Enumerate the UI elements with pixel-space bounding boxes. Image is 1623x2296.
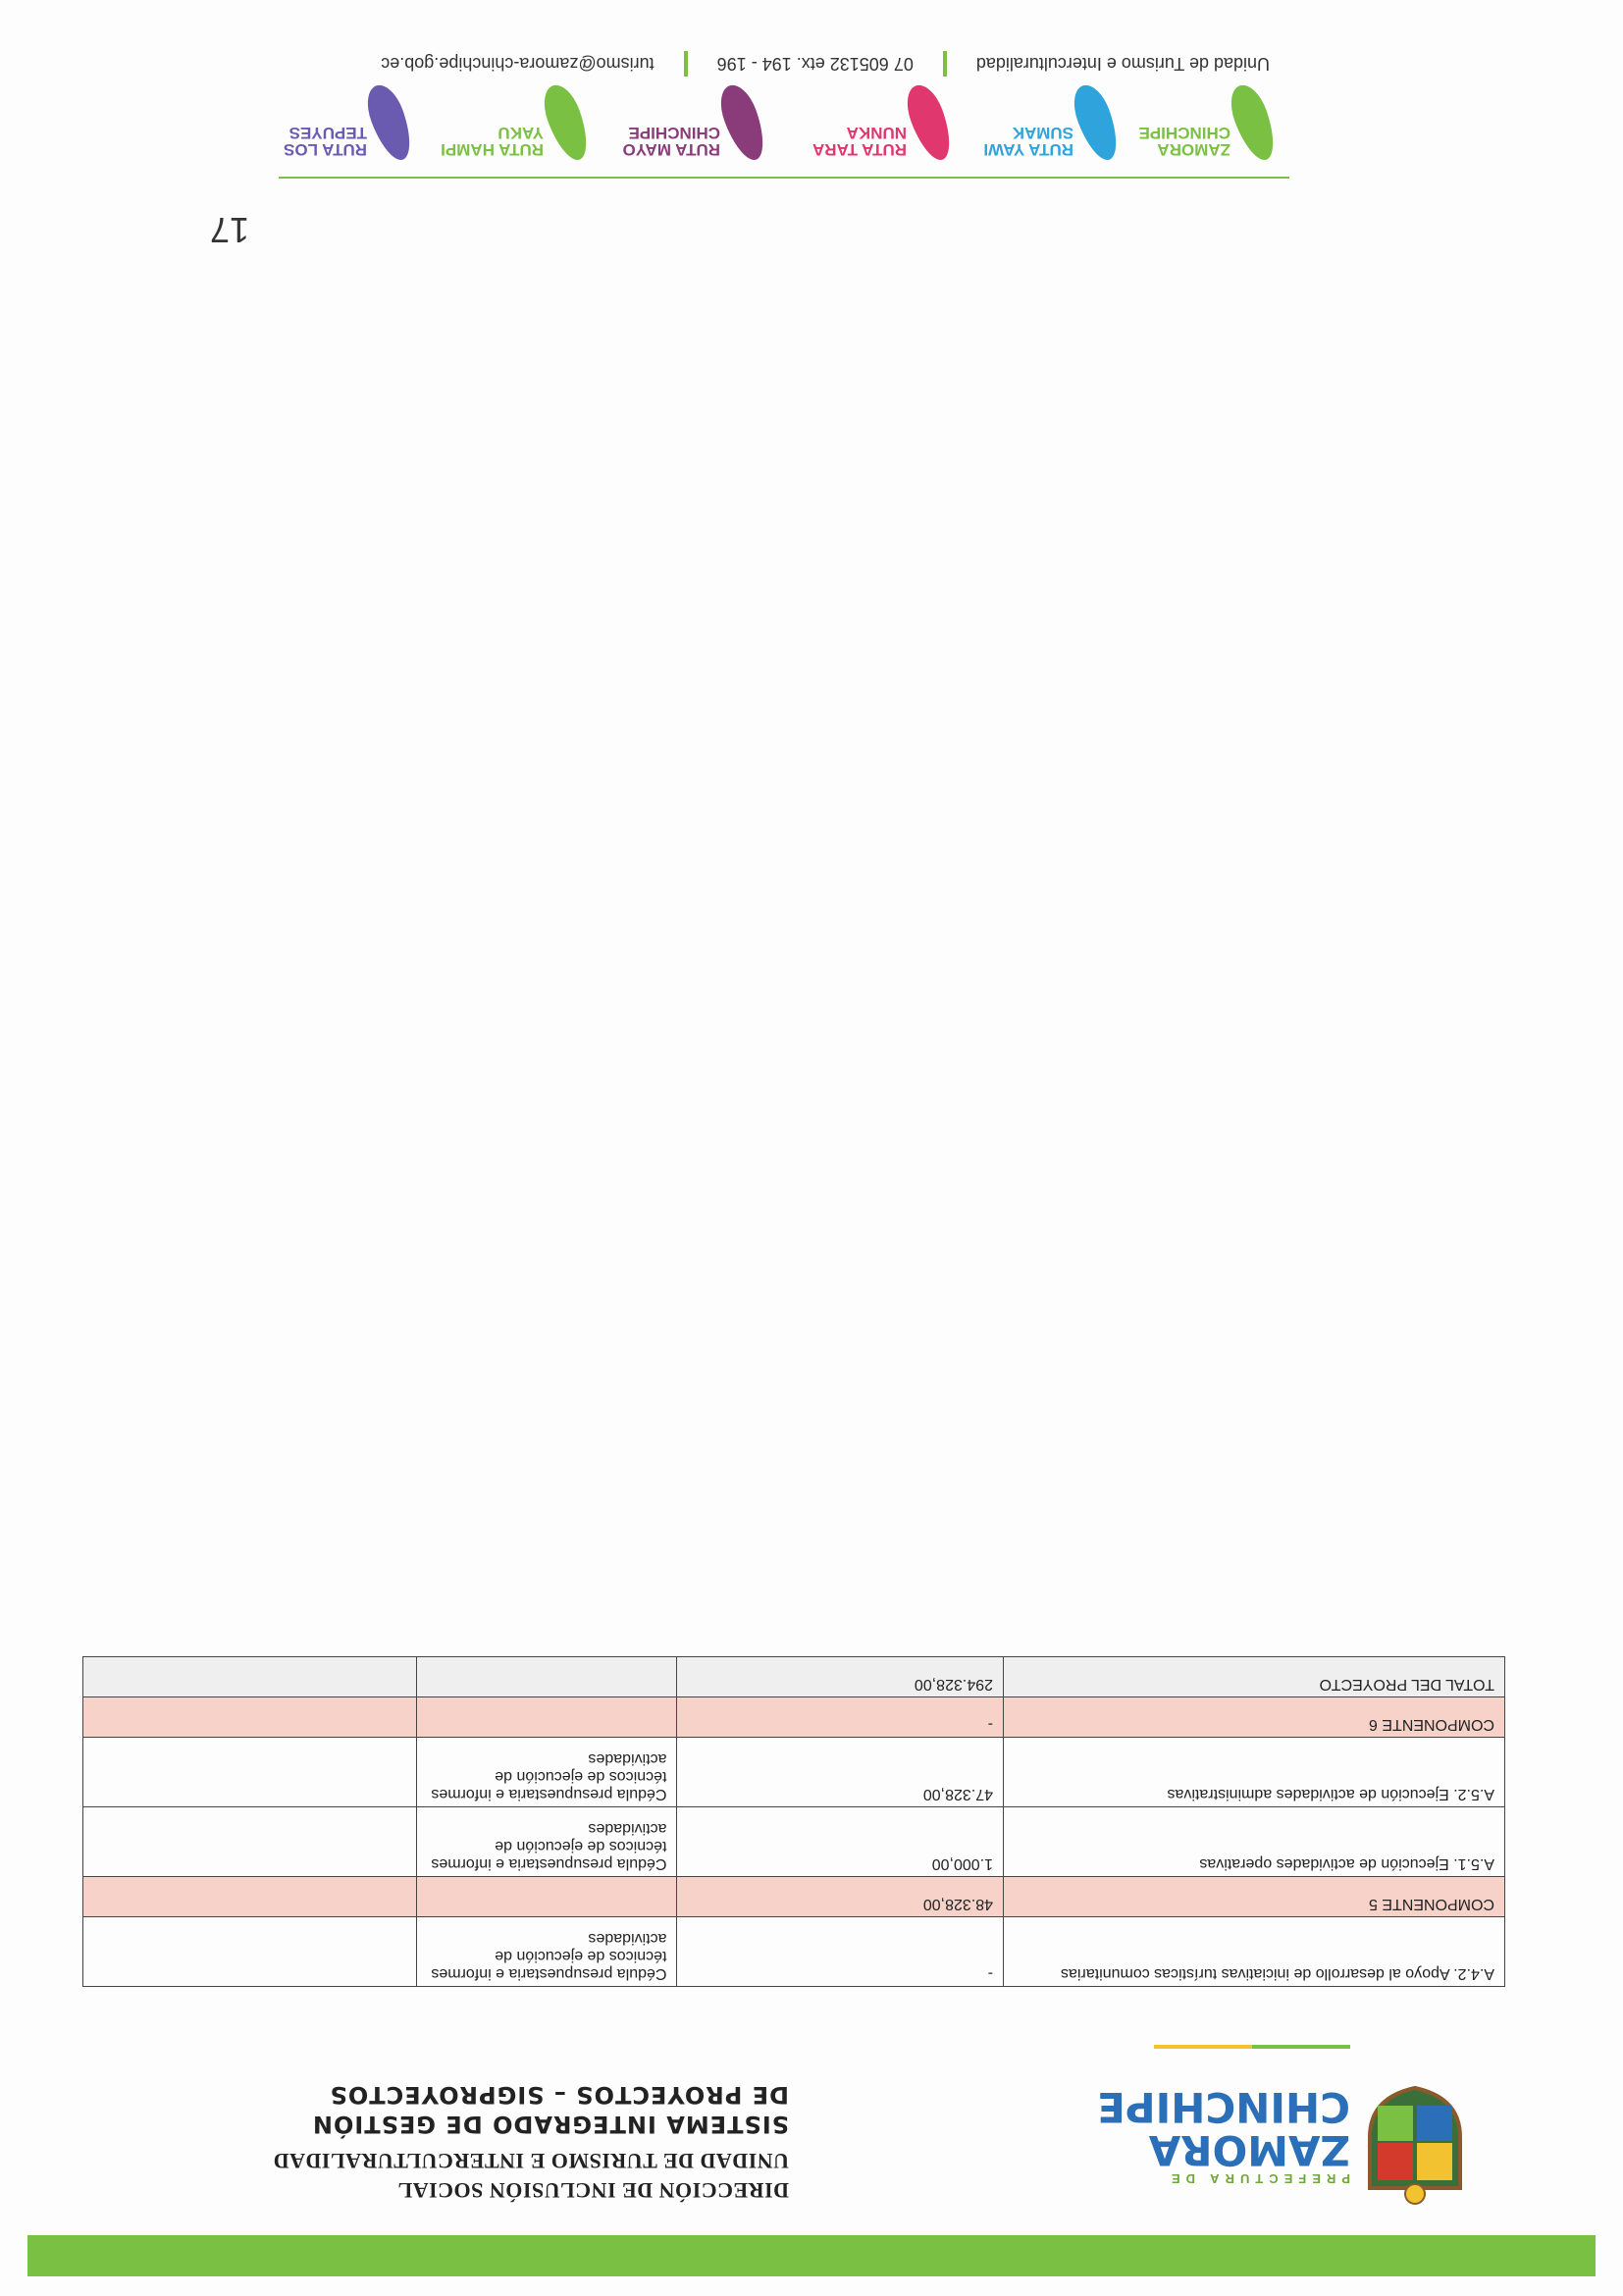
header-title-4: DE PROYECTOS – SIGPROYECTOS: [329, 2081, 789, 2109]
document-header-titles: [200, 2081, 789, 2203]
brand-line-1: ZAMORA: [1148, 2126, 1350, 2174]
footer-email[interactable]: turismo@zamora-chinchipe.gob.ec: [381, 54, 654, 75]
activity-cell: A.5.1. Ejecución de actividades operativas: [1003, 1807, 1504, 1877]
route-logo-name: RUTA TARA NUNKA: [812, 124, 907, 159]
extra-cell: [83, 1657, 418, 1697]
footer-separator: [943, 51, 947, 77]
brand-underline: [1154, 2045, 1350, 2049]
route-logo-name: RUTA MAYO CHINCHIPE: [622, 124, 720, 159]
header-title-2: UNIDAD DE TURISMO E INTERCULTURALIDAD: [273, 2149, 789, 2173]
extra-cell: [83, 1877, 418, 1917]
footer-contact: [288, 51, 1270, 77]
activity-cell: COMPONENTE 6: [1003, 1697, 1504, 1738]
prefectura-seal-logo: [1364, 2086, 1466, 2206]
amount-cell: 1.000,00: [677, 1807, 1004, 1877]
evidence-cell: Cédula presupuestaria e informes técnicos de ejecución de actividades: [417, 1917, 677, 1987]
brand-line-2: CHINCHIPE: [1097, 2083, 1350, 2131]
amount-cell: 48.328,00: [677, 1877, 1004, 1917]
extra-cell: [83, 1738, 418, 1807]
leaf-icon: [713, 80, 771, 166]
footer-top-line: [279, 177, 1289, 179]
route-logos: [259, 74, 1270, 172]
evidence-cell: [417, 1657, 677, 1697]
evidence-cell: [417, 1877, 677, 1917]
prefectura-brand: [997, 2085, 1350, 2186]
activity-cell: A.4.2. Apoyo al desarrollo de iniciativas turísticas comunitarias: [1003, 1917, 1504, 1987]
evidence-cell: [417, 1697, 677, 1738]
brand-small-text: PREFECTURA DE: [1165, 2171, 1350, 2186]
amount-cell: 294.328,00: [677, 1657, 1004, 1697]
amount-cell: 47.328,00: [677, 1738, 1004, 1807]
footer-phone: 07 605132 etx. 194 - 196: [716, 54, 914, 75]
activity-cell: TOTAL DEL PROYECTO: [1003, 1657, 1504, 1697]
extra-cell: [83, 1917, 418, 1987]
page-number: 17: [209, 210, 249, 250]
table-row: [83, 1807, 1505, 1877]
leaf-icon: [537, 80, 595, 166]
leaf-icon: [900, 80, 958, 166]
extra-cell: [83, 1807, 418, 1877]
table-row: [83, 1738, 1505, 1807]
table-row: [83, 1877, 1505, 1917]
table-row: [83, 1657, 1505, 1697]
route-logo-name: RUTA YAWI SUMAK: [983, 124, 1073, 159]
leaf-icon: [360, 80, 418, 166]
route-logo-name: RUTA HAMPI YAKU: [441, 124, 544, 159]
amount-cell: -: [677, 1697, 1004, 1738]
route-logo-name: ZAMORA CHINCHIPE: [1138, 124, 1230, 159]
leaf-icon: [1067, 80, 1125, 166]
activity-cell: COMPONENTE 5: [1003, 1877, 1504, 1917]
header-title-3: SISTEMA INTEGRADO DE GESTIÓN: [311, 2111, 789, 2138]
leaf-icon: [1224, 80, 1282, 166]
evidence-cell: Cédula presupuestaria e informes técnicos de ejecución de actividades: [417, 1807, 677, 1877]
budget-table: [82, 1656, 1505, 1987]
footer-unit: Unidad de Turismo e Interculturalidad: [975, 54, 1270, 75]
top-green-bar: [27, 2235, 1596, 2276]
header-title-1: DIRECCIÓN DE INCLUSIÓN SOCIAL: [397, 2178, 789, 2203]
extra-cell: [83, 1697, 418, 1738]
route-logo-name: RUTA LOS TEPUYES: [284, 124, 367, 159]
table-row: [83, 1697, 1505, 1738]
table-row: [83, 1917, 1505, 1987]
evidence-cell: Cédula presupuestaria e informes técnicos de ejecución de actividades: [417, 1738, 677, 1807]
footer-separator: [684, 51, 688, 77]
activity-cell: A.5.2. Ejecución de actividades administrativas: [1003, 1738, 1504, 1807]
amount-cell: -: [677, 1917, 1004, 1987]
